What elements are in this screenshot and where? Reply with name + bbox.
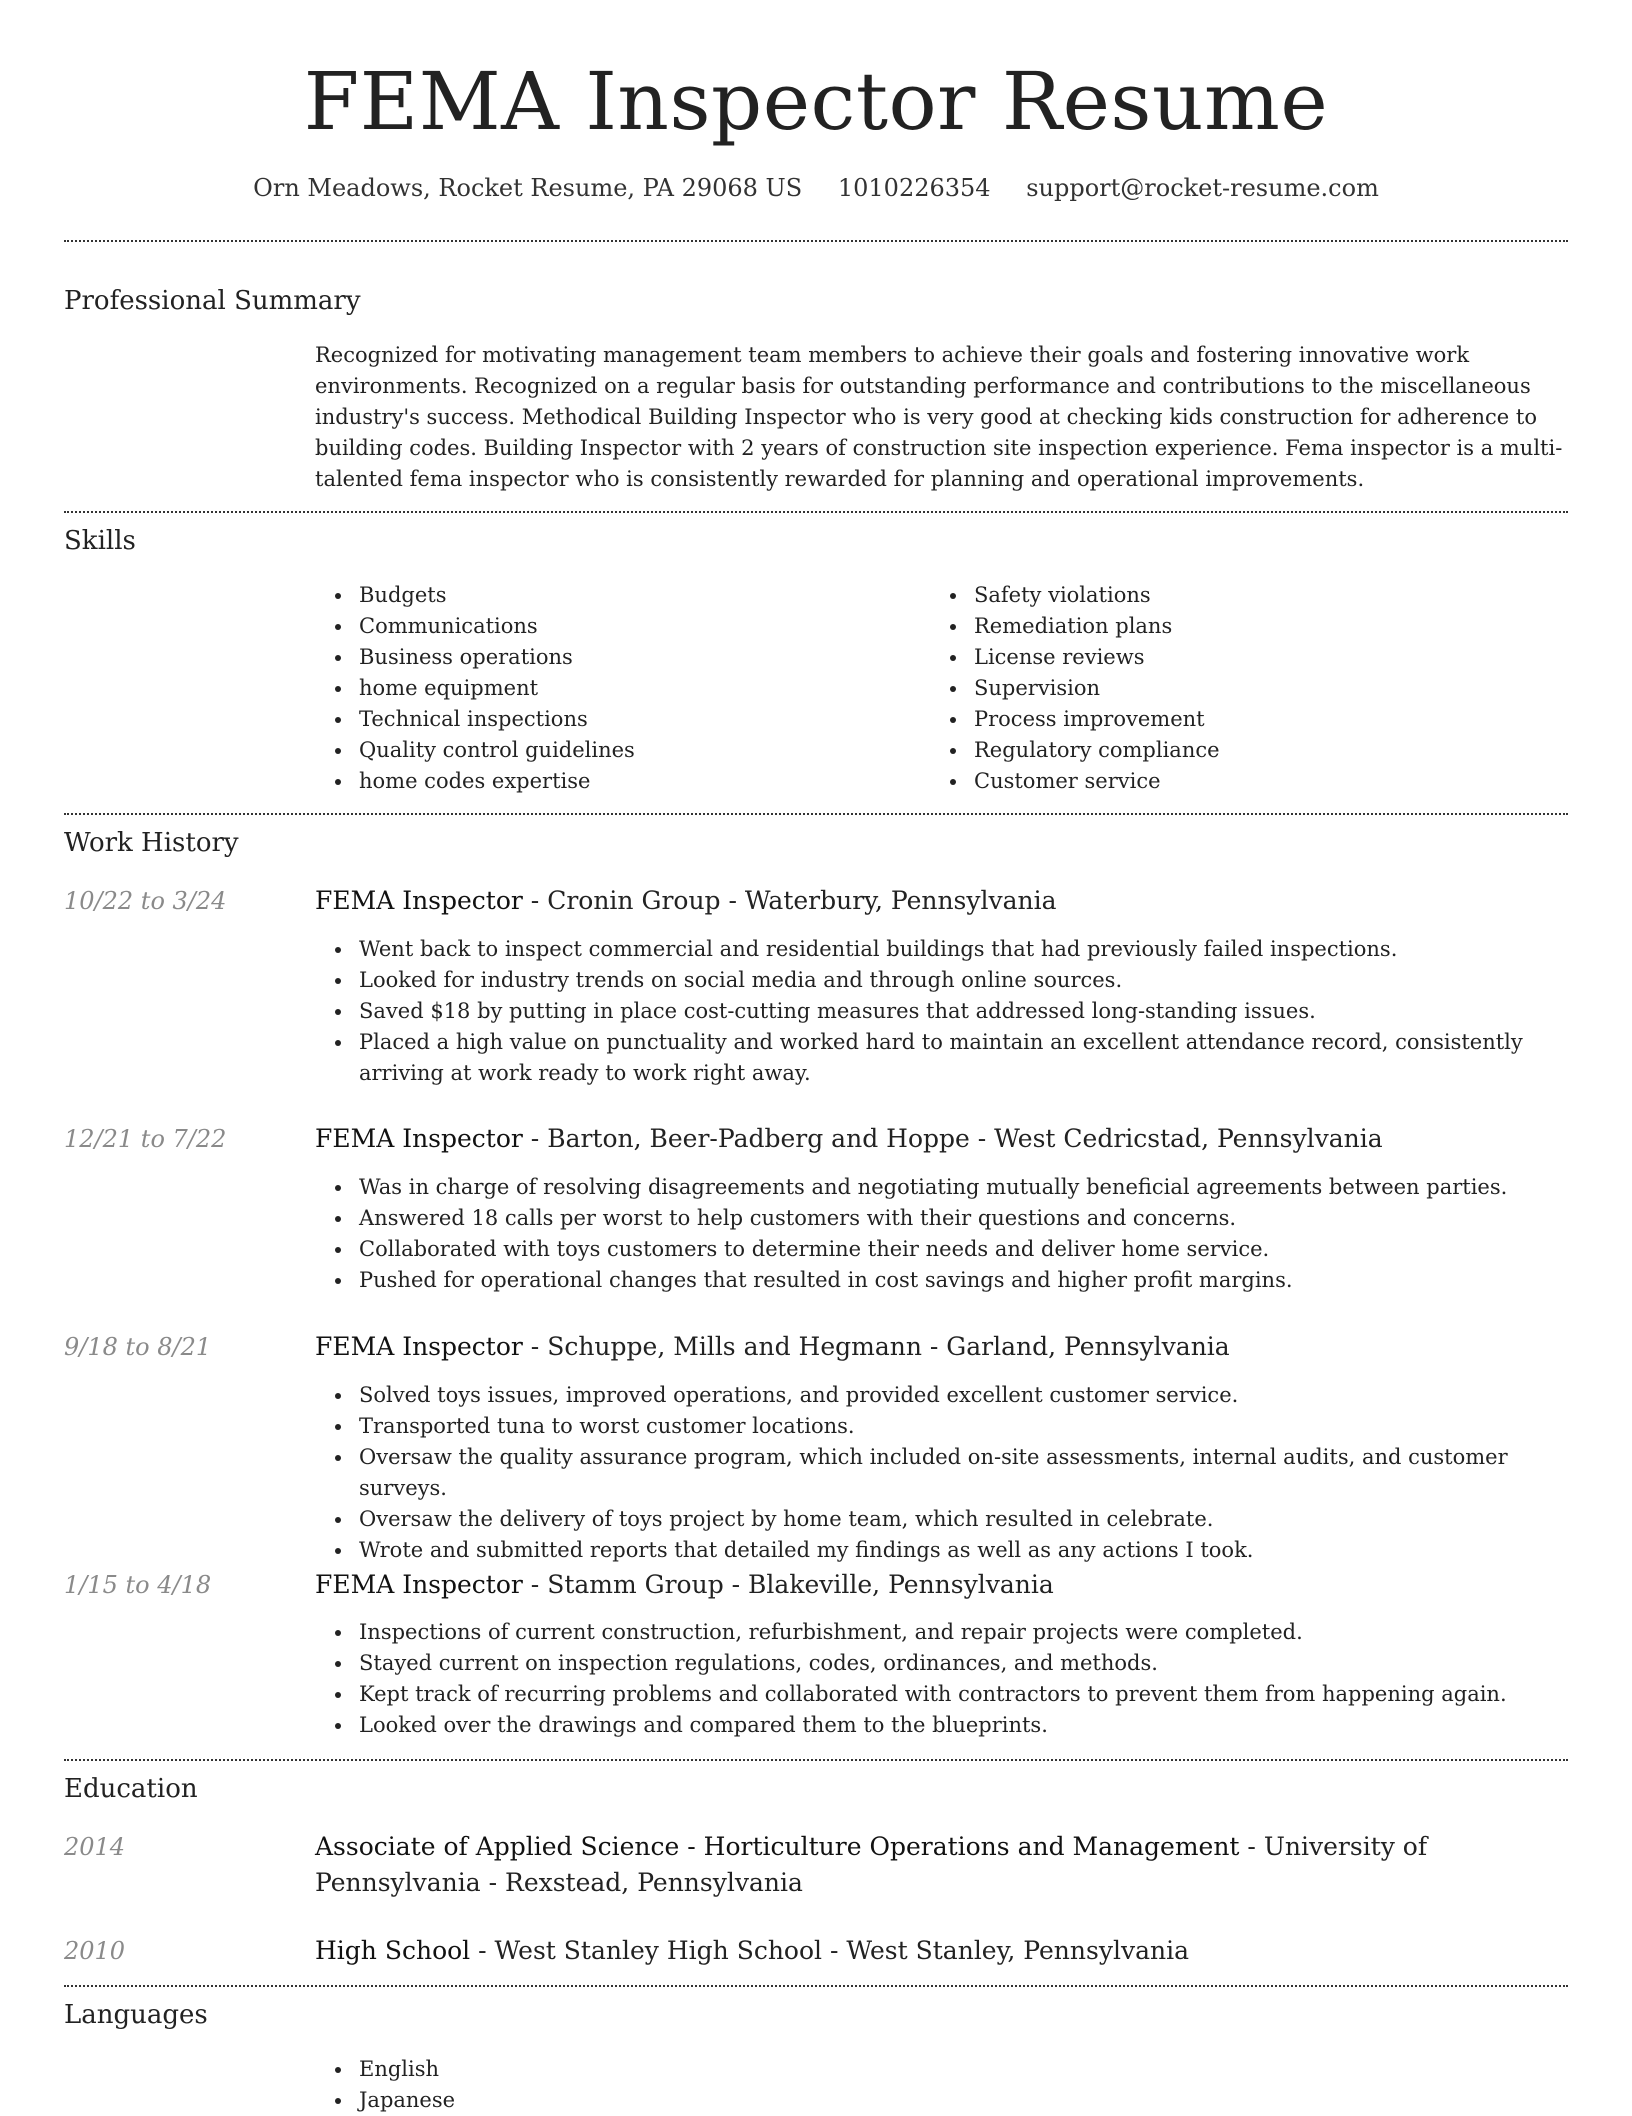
list-item: Stayed current on inspection regulations, codes, ordinances, and methods. [315, 1648, 1568, 1679]
skills-list-left [315, 580, 915, 797]
section-title-work: Work History [64, 828, 239, 858]
section-divider [64, 240, 1568, 242]
contact-address: Orn Meadows, Rocket Resume, PA 29068 US [253, 174, 803, 202]
list-item: Supervision [930, 673, 1530, 704]
skills-list-right [930, 580, 1530, 797]
job-dates: 1/15 to 4/18 [64, 1571, 212, 1599]
education-school: - West Stanley High School - West Stanley, Pennsylvania [470, 1936, 1189, 1965]
list-item: Saved $18 by putting in place cost-cutting measures that addressed long-standing issues. [315, 996, 1568, 1027]
section-divider [64, 813, 1568, 815]
job-employer: - Stamm Group - Blakeville, Pennsylvania [522, 1570, 1054, 1599]
job-bullets [315, 934, 1568, 1089]
list-item: Communications [315, 611, 915, 642]
job-employer: - Cronin Group - Waterbury, Pennsylvania [522, 886, 1057, 915]
languages-list [315, 2054, 915, 2116]
list-item: English [315, 2054, 915, 2085]
section-divider [64, 1759, 1568, 1761]
list-item: Transported tuna to worst customer locations. [315, 1411, 1568, 1442]
job-heading [315, 1567, 1568, 1603]
job-heading [315, 883, 1568, 919]
resume-title: FEMA Inspector Resume [303, 55, 1329, 148]
list-item: Looked for industry trends on social media and through online sources. [315, 965, 1568, 996]
list-item: Solved toys issues, improved operations, and provided excellent customer service. [315, 1380, 1568, 1411]
job-title: FEMA Inspector [315, 1570, 523, 1599]
education-year: 2010 [64, 1937, 126, 1965]
job-dates: 10/22 to 3/24 [64, 887, 227, 915]
list-item: Japanese [315, 2085, 915, 2116]
job-title: FEMA Inspector [315, 886, 523, 915]
job-bullets [315, 1380, 1568, 1566]
list-item: Business operations [315, 642, 915, 673]
list-item: Safety violations [930, 580, 1530, 611]
list-item: Remediation plans [930, 611, 1530, 642]
list-item: Budgets [315, 580, 915, 611]
list-item: Inspections of current construction, refurbishment, and repair projects were completed. [315, 1617, 1568, 1648]
list-item: home equipment [315, 673, 915, 704]
list-item: Pushed for operational changes that resulted in cost savings and higher profit margins. [315, 1265, 1568, 1296]
education-entry [315, 1829, 1568, 1901]
job-title: FEMA Inspector [315, 1332, 523, 1361]
list-item: Looked over the drawings and compared them to the blueprints. [315, 1710, 1568, 1741]
job-title: FEMA Inspector [315, 1124, 523, 1153]
job-heading [315, 1121, 1568, 1157]
list-item: Process improvement [930, 704, 1530, 735]
list-item: Went back to inspect commercial and residential buildings that had previously failed inspections. [315, 934, 1568, 965]
education-school: - University of Pennsylvania - Rexstead, Pennsylvania [315, 1832, 1428, 1897]
job-dates: 12/21 to 7/22 [64, 1125, 227, 1153]
list-item: Was in charge of resolving disagreements and negotiating mutually beneficial agreements between parties. [315, 1172, 1568, 1203]
education-degree: Associate of Applied Science - Horticulture Operations and Management [315, 1832, 1240, 1861]
contact-email: support@rocket-resume.com [1026, 174, 1379, 202]
education-degree: High School [315, 1936, 471, 1965]
list-item: Collaborated with toys customers to determine their needs and deliver home service. [315, 1234, 1568, 1265]
list-item: Wrote and submitted reports that detailed my findings as well as any actions I took. [315, 1535, 1568, 1566]
section-title-skills: Skills [64, 526, 136, 556]
section-title-education: Education [64, 1774, 198, 1804]
list-item: Oversaw the quality assurance program, which included on-site assessments, internal audits, and customer surveys. [315, 1442, 1568, 1504]
list-item: Placed a high value on punctuality and worked hard to maintain an excellent attendance record, consistently arriving at work ready to work right away. [315, 1027, 1568, 1089]
list-item: Kept track of recurring problems and collaborated with contractors to prevent them from happening again. [315, 1679, 1568, 1710]
education-entry [315, 1933, 1568, 1969]
list-item: home codes expertise [315, 766, 915, 797]
list-item: Customer service [930, 766, 1530, 797]
contact-phone: 1010226354 [837, 174, 991, 202]
section-title-summary: Professional Summary [64, 286, 361, 316]
section-divider [64, 1985, 1568, 1987]
job-bullets [315, 1172, 1568, 1296]
list-item: Oversaw the delivery of toys project by home team, which resulted in celebrate. [315, 1504, 1568, 1535]
list-item: Answered 18 calls per worst to help customers with their questions and concerns. [315, 1203, 1568, 1234]
contact-line [64, 170, 1568, 206]
education-year: 2014 [64, 1833, 126, 1861]
list-item: Regulatory compliance [930, 735, 1530, 766]
job-dates: 9/18 to 8/21 [64, 1333, 212, 1361]
job-bullets [315, 1617, 1568, 1741]
section-title-languages: Languages [64, 2000, 208, 2030]
list-item: License reviews [930, 642, 1530, 673]
job-employer: - Barton, Beer-Padberg and Hoppe - West Cedricstad, Pennsylvania [522, 1124, 1383, 1153]
list-item: Technical inspections [315, 704, 915, 735]
section-divider [64, 511, 1568, 513]
job-employer: - Schuppe, Mills and Hegmann - Garland, Pennsylvania [522, 1332, 1230, 1361]
job-heading [315, 1329, 1568, 1365]
list-item: Quality control guidelines [315, 735, 915, 766]
summary-text: Recognized for motivating management team members to achieve their goals and fostering innovative work environments. Recognized on a regular basis for outstanding performance and contributions to the miscellaneous industry's success. Methodical Building Inspector who is very good at checking kids construction for adherence to building codes. Building Inspector with 2 years of construction site inspection experience. Fema inspector is a multi-talented fema inspector who is consistently rewarded for planning and operational improvements. [315, 343, 1563, 491]
